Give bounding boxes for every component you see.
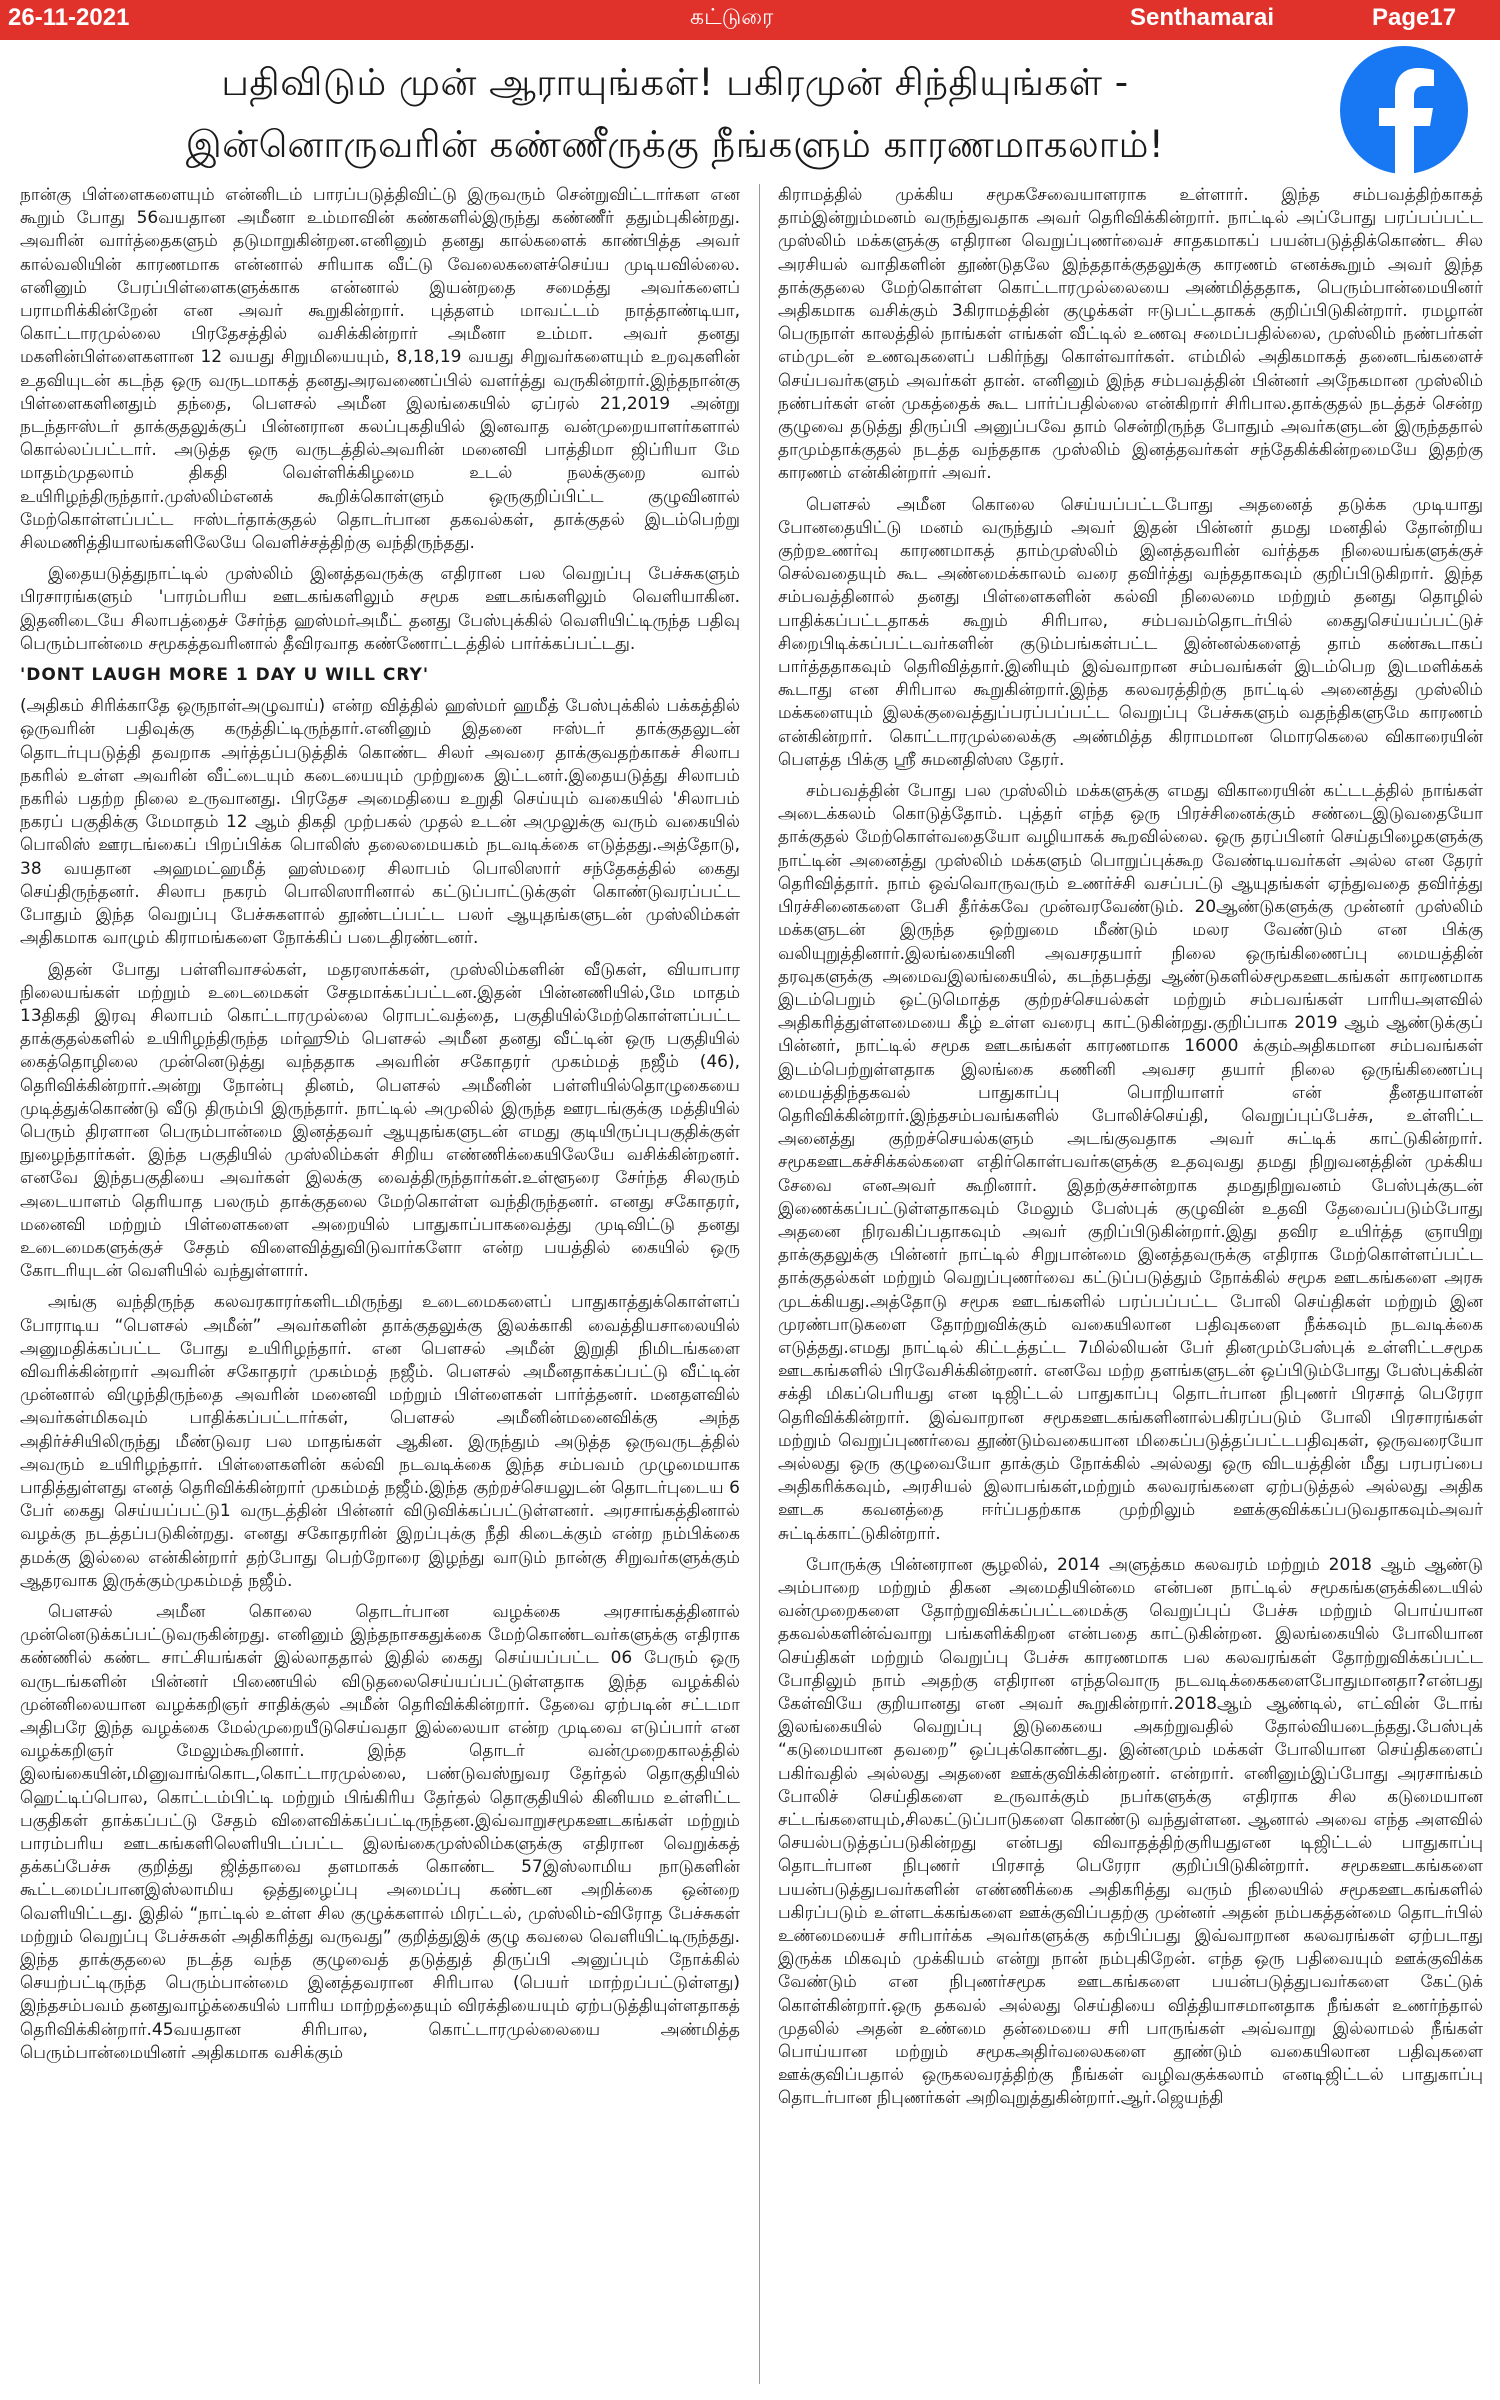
page-header-bar [0,0,1500,40]
paragraph: இதன் போது பள்ளிவாசல்கள், மதரஸாக்கள், முஸ்லிம்களின் வீடுகள், வியாபார நிலையங்கள் மற்றும் உடைமைகள் சேதமாக்கப்பட்டன.இதன் பின்னணியில்,மே மாதம் 13திகதி இரவு சிலாபம் கொட்டாரமுல்லை ரொபட்வத்தை, பகுதியில்மேற்கொள்ளப்பட்ட தாக்குதல்களில் உயிரிழந்திருந்த மர்ஹூம் பௌசல் அமீன தனது வீட்டின் ஒரு பகுதியில் கைத்தொழிலை முன்னெடுத்து வந்ததாக அவரின் சகோதரர் முகம்மத் நஜீம் (46), தெரிவிக்கின்றார்.அன்று நோன்பு தினம், பௌசல் அமீனின் பள்ளியில்தொழுகையை முடித்துக்கொண்டு வீடு திரும்பி இருந்தார். நாட்டில் அமுலில் இருந்த ஊரடங்குக்கு மத்தியில் பெரும் திரளான பெரும்பான்மை இனத்தவர் ஆயுதங்களுடன் எமது குடியிருப்புபகுதிக்குள் நுழைந்தார்கள். இந்த பகுதியில் முஸ்லிம்கள் சிறிய எண்ணிக்கையிலேயே வசிக்கின்றனர். எனவே இந்தபகுதியை அவர்கள் இலக்கு வைத்திருந்தார்கள்.உள்ளூரை சேர்ந்த சிலரும் அடையாளம் தெரியாத பலரும் தாக்குதலை மேற்கொள்ள வந்திருந்தனர். எனது சகோதரர், மனைவி மற்றும் பிள்ளைகளை அறையில் பாதுகாப்பாகவைத்து முடிவிட்டு தனது உடைமைகளுக்குச் சேதம் விளைவித்துவிடுவார்களோ என்ற பயத்தில் கையில் ஒரு கோடரியுடன் வெளியில் வந்துள்ளார். [20,959,740,1282]
facebook-logo-icon [1340,46,1468,174]
paragraph: பௌசல் அமீன கொலை தொடர்பான வழக்கை அரசாங்கத்தினால் முன்னெடுக்கப்பட்டுவருகின்றது. எனினும் இந்தநாசகதுக்கை மேற்கொண்டவர்களுக்கு எதிராக கண்ணில் கண்ட சாட்சியங்கள் இல்லாததால் இதில் கைது செய்யப்பட்ட 06 பேரும் ஒரு வருடங்களின் பின்னர் பிணையில் விடுதலைசெய்யப்பட்டுள்ளதாக இந்த வழக்கில் முன்னிலையான வழக்கறிஞர் சாதிக்குல் அமீன் தெரிவிக்கின்றார். தேவை ஏற்படின் சட்டமா அதிபரே இந்த வழக்கை மேல்முறையீடுசெய்வதா இல்லையா என்ற முடிவை எடுப்பார் என வழக்கறிஞர் மேலும்கூறினார். இந்த தொடர் வன்முறைகாலத்தில் இலங்கையின்,மினுவாங்கொட,கொட்டாரமுல்லை, பண்டுவஸ்நுவர தேர்தல் தொகுதியில் ஹெட்டிப்பொல, கொட்டம்பிட்டி மற்றும் பிங்கிரிய தேர்தல் தொகுதியில் கினியம உள்ளிட்ட பகுதிகள் தாக்கப்பட்டு சேதம் விளைவிக்கப்பட்டிருந்தன.இவ்வாறுசமூகஊடகங்கள் மற்றும் பாரம்பரிய ஊடகங்களிலெளியிடப்பட்ட இலங்கைமுஸ்லிம்களுக்கு எதிரான வெறுக்கத் தக்கப்பேச்சு குறித்து ஜித்தாவை தளமாகக் கொண்ட 57இஸ்லாமிய நாடுகளின் கூட்டமைப்பானஇஸ்லாமிய ஒத்துழைப்பு அமைப்பு கண்டன அறிக்கை ஒன்றை வெளியிட்டது. இதில் “நாட்டில் உள்ள சில குழுக்களால் மிரட்டல், முஸ்லிம்-விரோத பேச்சுகள் மற்றும் வெறுப்பு பேச்சுகள் அதிகரித்து வருவது” குறித்துஇக் குழு கவலை வெளியிட்டிருந்தது. இந்த தாக்குதலை நடத்த வந்த குழுவைத் தடுத்துத் திருப்பி அனுப்பும் நோக்கில் செயற்பட்டிருந்த பெரும்பான்மை இனத்தவரான சிரிபால (பெயர் மாற்றப்பட்டுள்ளது) இந்தசம்பவம் தனதுவாழ்க்கையில் பாரிய மாற்றத்தையும் விரக்தியையும் ஏற்படுத்தியுள்ளதாகத் தெரிவிக்கின்றார்.45வயதான சிரிபால, கொட்டாரமுல்லையை அண்மித்த பெரும்பான்மையினர் அதிகமாக வசிக்கும் [20,1601,740,2063]
paragraph: (அதிகம் சிரிக்காதே ஒருநாள்அழுவாய்) என்ற வித்தில் ஹஸ்மர் ஹமீத் பேஸ்புக்கில் பக்கத்தில் ஒருவரின் பதிவுக்கு கருத்திட்டிருந்தார்.எனினும் இதனை ஈஸ்டர் தாக்குதலுடன் தொடர்புபடுத்தி தவறாக அர்த்தப்படுத்திக் கொண்ட சிலர் அவரை தாக்குவதற்காகச் சிலாப நகரில் உள்ள அவரின் வீட்டையும் கடையையும் முற்றுகை இட்டனர்.இதையடுத்து சிலாபம் நகரில் பதற்ற நிலை உருவானது. பிரதேச அமைதியை உறுதி செய்யும் வகையில் 'சிலாபம் நகரப் பகுதிக்கு மேமாதம் 12 ஆம் திகதி முற்பகல் முதல் உடன் அமுலுக்கு வரும் வகையில் பொலிஸ் ஊரடங்கைப் பிறப்பிக்க பொலிஸ் தலைமையகம் நடவடிக்கை எடுத்தது.அத்தோடு, 38 வயதான அஹமட்ஹமீத் ஹஸ்மரை சிலாபம் பொலிஸார் சந்தேகத்தில் கைது செய்திருந்தனர். சிலாப நகரம் பொலிஸாரினால் கட்டுப்பாட்டுக்குள் கொண்டுவரப்பட்ட போதும் இந்த வெறுப்பு பேச்சுகளால் தூண்டப்பட்ட பலர் ஆயுதங்களுடன் முஸ்லிம்கள் அதிகமாக வாழும் கிராமங்களை நோக்கிப் படைதிரண்டனர். [20,696,740,949]
paragraph: போருக்கு பின்னரான சூழலில், 2014 அளுத்கம கலவரம் மற்றும் 2018 ஆம் ஆண்டு அம்பாறை மற்றும் திகன அமைதியின்மை என்பன நாட்டில் சமூகங்களுக்கிடையில் வன்முறைகளை தோற்றுவிக்கப்பட்டமைக்கு வெறுப்புப் பேச்சு மற்றும் பொய்யான தகவல்களின்வ்வாறு பங்களிக்கிறன என்பதை காட்டுகின்றன. இலங்கையில் போலியான செய்திகள் மற்றும் வெறுப்பு பேச்சு காரணமாக பல கலவரங்கள் தோற்றுவிக்கப்பட்ட போதிலும் நாம் அதற்கு எதிரான எந்தவொரு நடவடிக்கைகளைபோதுமானதா?என்பது கேள்வியே குறியானது என அவர் கூறுகின்றார்.2018ஆம் ஆண்டில், எட்வின் டோங் இலங்கையில் வெறுப்பு இடுகையை அகற்றுவதில் தோல்வியடைந்தது.பேஸ்புக் “கடுமையான தவறை” ஒப்புக்கொண்டது. இன்னமும் மக்கள் போலியான செய்திகளைப் பகிர்வதில் அல்லது அதனை ஊக்குவிக்கின்றனர். என்றார். எனினும்இப்போது அரசாங்கம் போலிச் செய்திகளை உருவாக்கும் நபர்களுக்கு எதிராக சில கடுமையான சட்டங்களையும்,சிலகட்டுப்பாடுகளை கொண்டு வந்துள்ளன. ஆனால் அவை எந்த அளவில் செயல்படுத்தப்படுகின்றது என்பது விவாதத்திற்குரியதுஎன டிஜிட்டல் பாதுகாப்பு தொடர்பான நிபுணர் பிரசாத் பெரேரா குறிப்பிடுகின்றார். சமூகஊடகங்களை பயன்படுத்துபவர்களின் எண்ணிக்கை அதிகரித்து வரும் நிலையில் சமூகஊடகங்களில் பகிரப்படும் உள்ளடக்கங்களை ஊக்குவிப்பதற்கு முன்னர் அதன் நம்பகத்தன்மை தொடர்பில் உண்மையைச் சரிபார்க்க அவர்களுக்கு கற்பிப்பது இவ்வாறான கலவரங்கள் ஏற்படாது இருக்க மிகவும் முக்கியம் என்று நான் நம்புகிறேன். எந்த ஒரு பதிவையும் ஊக்குவிக்க வேண்டும் என நிபுணர்சமூக ஊடகங்களை பயன்படுத்துபவர்களை கேட்டுக் கொள்கின்றார்.ஒரு தகவல் அல்லது செய்தியை வித்தியாசமானதாக நீங்கள் உணர்ந்தால் முதலில் அதன் உண்மை தன்மையை சரி பாருங்கள் அவ்வாறு இல்லாமல் நீங்கள் பொய்யான மற்றும் சமூகஅதிர்வலைகளை தூண்டும் வகையிலான பதிவுகளை ஊக்குவிப்பதால் ஒருகலவரத்திற்கு நீங்கள் வழிவகுக்கலாம் எனடிஜிட்டல் பாதுகாப்பு தொடர்பான நிபுணர்கள் அறிவுறுத்துகின்றார்.ஆர்.ஜெயந்தி [778,1554,1483,2109]
column-divider [759,184,760,2384]
paragraph: பௌசல் அமீன கொலை செய்யப்பட்டபோது அதனைத் தடுக்க முடியாது போனதையிட்டு மனம் வருந்தும் அவர் இதன் பின்னர் தமது மனதில் தோன்றிய குற்றஉணர்வு காரணமாகத் தாம்முஸ்லிம் இனத்தவரின் வர்த்தக நிலையங்களுக்குச் செல்வதையும் கூட அண்மைக்காலம் வரை தவிர்த்து வந்ததாகவும் குறிப்பிடுகிறார். இந்த சம்பவத்தினால் தனது பிள்ளைகளின் கல்வி நிலைமை மற்றும் தனது தொழில் பாதிக்கப்பட்டதாகக் கூறும் சிரிபால, சம்பவம்தொடர்பில் கைதுசெய்யப்பட்டுச் சிறைபிடிக்கப்பட்டவர்களின் குடும்பங்கள்பட்ட இன்னல்களைத் தாம் கண்கூடாகப் பார்த்ததாகவும் தெரிவித்தார்.இனியும் இவ்வாறான சம்பவங்கள் இடம்பெற இடமளிக்கக் கூடாது என சிரிபால கூறுகின்றார்.இந்த கலவரத்திற்கு நாட்டில் அனைத்து முஸ்லிம் மக்களையும் இலக்குவைத்துப்பரப்பப்பட்ட வெறுப்பு பேச்சுகளும் வதந்திகளுமே காரணம் என்கின்றார். கொட்டாரமுல்லைக்கு அண்மித்த கிராமமான மொரகெலை விகாரையின் பௌத்த பிக்கு ஸ்ரீ சுமனதிஸ்ஸ தேரர். [778,494,1483,770]
article-column-left [20,184,740,2389]
section-label: கட்டுரை [690,4,774,29]
headline-line-2: இன்னொருவரின் கண்ணீருக்கு நீங்களும் காரணமாகலாம்! [185,123,1165,166]
paragraph: நான்கு பிள்ளைகளையும் என்னிடம் பாரப்படுத்திவிட்டு இருவரும் சென்றுவிட்டார்கள என கூறும் போது 56வயதான அமீனா உம்மாவின் கண்களில்இருந்து கண்ணீர் ததும்புகின்றது. அவரின் வார்த்தைகளும் தடுமாறுகின்றன.எனினும் தனது கால்களைக் காண்பித்த அவர் கால்வலியின் காரணமாக என்னால் சரியாக வீட்டு வேலைகளைச்செய்ய முடியவில்லை. எனினும் பேரப்பிள்ளைகளுக்காக என்னால் இயன்றதை சமைத்து அவர்களைப் பராமரிக்கின்றேன் என அவர் கூறுகின்றார். புத்தளம் மாவட்டம் நாத்தாண்டியா, கொட்டாரமுல்லை பிரதேசத்தில் வசிக்கின்றார் அமீனா உம்மா. அவர் தனது மகளின்பிள்ளைகளான 12 வயது சிறுமியையும், 8,18,19 வயது சிறுவர்களையும் உறவுகளின் உதவியுடன் கடந்த ஒரு வருடமாகத் தனதுஅரவணைப்பில் வளர்த்து வருகின்றார்.இந்தநான்கு பிள்ளைகளினதும் தந்தை, பௌசல் அமீன இலங்கையில் ஏப்ரல் 21,2019 அன்று நடந்தஈஸ்டர் தாக்குதலுக்குப் பின்னரான கலப்புகதியில் இனவாத வன்முறையாளர்களால் கொல்லப்பட்டார். அடுத்த ஒரு வருடத்தில்அவரின் மனைவி பாத்திமா ஜிப்ரியா மே மாதம்முதலாம் திகதி வெள்ளிக்கிழமை உடல் நலக்குறை வால் உயிரிழந்திருந்தார்.முஸ்லிம்எனக் கூறிக்கொள்ளும் ஒருகுறிப்பிட்ட குழுவினால் மேற்கொள்ளப்பட்ட ஈஸ்டர்தாக்குதல் தொடர்பான தகவல்கள், தாக்குதல் இடம்பெற்று சிலமணித்தியாலங்களிலேயே வெளிச்சத்திற்கு வந்திருந்தது. [20,185,740,554]
article-headline [40,52,1310,176]
issue-date: 26-11-2021 [8,4,130,31]
quoted-post: 'DONT LAUGH MORE 1 DAY U WILL CRY' [20,665,430,686]
paragraph: இதையடுத்துநாட்டில் முஸ்லிம் இனத்தவருக்கு எதிரான பல வெறுப்பு பேச்சுகளும் பிரசாரங்களும் 'பாரம்பரிய ஊடகங்களிலும் சமூக ஊடகங்களிலும் வெளியாகின. இதனிடையே சிலாபத்தைச் சேர்ந்த ஹஸ்மர்அமீட் தனது பேஸ்புக்கில் வெளியிட்டிருந்த பதிவு பெரும்பான்மை சமூகத்தவரினால் தீவிரவாத கண்ணோட்டத்தில் பார்க்கப்பட்டது. [20,564,740,654]
paragraph: கிராமத்தில் முக்கிய சமூகசேவையாளராக உள்ளார். இந்த சம்பவத்திற்காகத் தாம்இன்றும்மனம் வருந்துவதாக அவர் தெரிவிக்கின்றார். நாட்டில் அப்போது பரப்பப்பட்ட முஸ்லிம் மக்களுக்கு எதிரான வெறுப்புணர்வைச் சாதகமாகப் பயன்படுத்திக்கொண்ட சில அரசியல் வாதிகளின் தூண்டுதலே இந்ததாக்குதலுக்கு காரணம் எனக்கூறும் அவர் இந்த தாக்குதலை மேற்கொள்ள கொட்டாரமுல்லையை அண்மித்ததாக, பெரும்பான்மையினர் அதிகமாக வசிக்கும் 3கிராமத்தின் குழுக்கள் ஈடுபட்டதாகக் குறிப்பிடுகின்றார். ரமழான் பெருநாள் காலத்தில் நாங்கள் எங்கள் வீட்டில் உணவு சமைப்பதில்லை, முஸ்லிம் நண்பர்கள் எம்முடன் உணவுகளைப் பகிர்ந்து கொள்வார்கள். எம்மில் அதிகமாகத் தனைடங்களைச் செய்பவர்களும் அவர்கள் தான். எனினும் இந்த சம்பவத்தின் பின்னர் அநேகமான முஸ்லிம் நண்பர்கள் என் முகத்தைக் கூட பார்ப்பதில்லை என்கிறார் சிரிபால.தாக்குதல் நடத்தச் சென்ற குழுவை தடுத்து திருப்பி அனுப்பவே தாம் சென்றிருந்த போதும் அவர்களுடன் இருந்ததால் தாமும்தாக்குதல் நடத்த வந்ததாக முஸ்லிம் இனத்தவர்கள் சந்தேகிக்கின்றமையே இதற்கு காரணம் என்கின்றார் அவர். [778,185,1483,484]
headline-line-1: பதிவிடும் முன் ஆராயுங்கள்! பகிரமுன் சிந்தியுங்கள் - [221,61,1129,104]
paragraph: சம்பவத்தின் போது பல முஸ்லிம் மக்களுக்கு எமது விகாரையின் கட்டடத்தில் நாங்கள் அடைக்கலம் கொடுத்தோம். புத்தர் எந்த ஒரு பிரச்சினைக்கும் சண்டைஇடுவதையோ தாக்குதல் மேற்கொள்வதையோ வழியாகக் கூறவில்லை. ஒரு தரப்பினர் செய்தபிழைகளுக்கு நாட்டின் அனைத்து முஸ்லிம் மக்களும் பொறுப்புக்கூற வேண்டியவர்கள் அல்ல என தேரர் தெரிவித்தார். நாம் ஒவ்வொருவரும் உணர்ச்சி வசப்பட்டு ஆயுதங்கள் ஏந்துவதை தவிர்த்து பிரச்சினைகளை பேசி தீர்க்கவே முன்வரவேண்டும். 20ஆண்டுகளுக்கு முன்னர் முஸ்லிம் மக்களுடன் இருந்த ஒற்றுமை மீண்டும் மலர வேண்டும் என பிக்கு வலியுறுத்தினார்.இலங்கையினி அவசரதயார் நிலை ஒருங்கிணைப்பு மையத்தின் தரவுகளுக்கு அமைவஇலங்கையில், கடந்தபத்து ஆண்டுகளில்சமூகஊடகங்கள் காரணமாக இடம்பெறும் ஒட்டுமொத்த குற்றச்செயல்கள் மற்றும் சம்பவங்கள் பாரியஅளவில் அதிகரித்துள்ளமையை கீழ் உள்ள வரைபு காட்டுகின்றது.குறிப்பாக 2019 ஆம் ஆண்டுக்குப் பின்னர், நாட்டில் சமூக ஊடகங்கள் காரணமாக 16000 க்கும்அதிகமான சம்பவங்கள் இடம்பெற்றுள்ளதாக இலங்கை கணினி அவசர தயார் நிலை ஒருங்கிணைப்பு மையத்திந்தகவல் பாதுகாப்பு பொறியாளர் என் தீனதயாளன் தெரிவிக்கின்றார்.இந்தசம்பவங்களில் போலிச்செய்தி, வெறுப்புப்பேச்சு, உள்ளிட்ட அனைத்து குற்றச்செயல்களும் அடங்குவதாக அவர் சுட்டிக் காட்டுகின்றார். சமூகஊடகச்சிக்கல்களை எதிர்கொள்பவர்களுக்கு உதவுவது தமது நிறுவனத்தின் முக்கிய சேவை எனஅவர் கூறினார். இதற்குச்சான்றாக தமதுநிறுவனம் பேஸ்புக்குடன் இணைக்கப்பட்டுள்ளதாகவும் மேலும் பேஸ்புக் குழுவின் உதவி தேவைப்படும்போது அதனை நிரவகிப்பதாகவும் அவர் குறிப்பிடுகின்றார்.இது தவிர உயிர்த்த ஞாயிறு தாக்குதலுக்கு பின்னர் நாட்டில் சிறுபான்மை இனத்தவருக்கு எதிராக மேற்கொள்ளப்பட்ட தாக்குதல்கள் மற்றும் வெறுப்புணர்வை கட்டுப்படுத்தும் நோக்கில் சமூக ஊடகங்களை அரசு முடக்கியது.அத்தோடு சமூக ஊடங்களில் பரப்பப்பட்ட போலி செய்திகள் மற்றும் இன முரண்பாடுகளை தோற்றுவிக்கும் வகையிலான பதிவுகளை நீக்கவும் நடவடிக்கை எடுத்தது.எமது நாட்டில் கிட்டத்தட்ட 7மில்லியன் பேர் தினமும்பேஸ்புக் உள்ளிட்டசமூக ஊடகங்களில் பிரவேசிக்கின்றனர். எனவே மற்ற தளங்களுடன் ஒப்பிடும்போது பேஸ்புக்கின் சக்தி மிகப்பெரியது என டிஜிட்டல் பாதுகாப்பு தொடர்பான நிபுணர் பிரசாத் பெரேரா தெரிவிக்கின்றார். இவ்வாறான சமூகஊடகங்களினால்பகிரப்படும் போலி பிரசாரங்கள் மற்றும் வெறுப்புணர்வை தூண்டும்வகையான மிகைப்படுத்தப்பட்டபதிவுகள், ஒருவரையோ அல்லது ஒரு குழுவையோ தாக்கும் நோக்கில் அல்லது ஒரு விடயத்தின் மீது பரபரப்பை அதிகரிக்கவும், அரசியல் இலாபங்கள்,மற்றும் கலவரங்களை ஏற்படுத்தல் அல்லது அதிக ஊடக கவனத்தை ஈர்ப்பதற்காக முற்றிலும் ஊக்குவிக்கப்படுவதாகவும்அவர் சுட்டிக்காட்டுகின்றார். [778,781,1483,1544]
publication-name: Senthamarai [1130,4,1275,31]
paragraph: அங்கு வந்திருந்த கலவரகாரர்களிடமிருந்து உடைமைகளைப் பாதுகாத்துக்கொள்ளப் போராடிய “பௌசல் அமீன்” அவர்களின் தாக்குதலுக்கு இலக்காகி வைத்தியசாலையில் அனுமதிக்கப்பட்ட போது உயிரிழந்தார். என பௌசல் அமீன் இறுதி நிமிடங்களை விவரிக்கின்றார் அவரின் சகோதரர் முகம்மத் நஜீம். பௌசல் அமீனதாக்கப்பட்டு வீட்டின் முன்னால் விழுந்திருந்தை அவரின் மனைவி மற்றும் பிள்ளைகள் பார்த்தனர். மனதளவில் அவர்கள்மிகவும் பாதிக்கப்பட்டார்கள், பௌசல் அமீனின்மனைவிக்கு அந்த அதிர்ச்சியிலிருந்து மீண்டுவர பல மாதங்கள் ஆகின. இருந்தும் அடுத்த ஒருவருடத்தில் அவரும் உயிரிழந்தார். பிள்ளைகளின் கல்வி நடவடிக்கை இந்த சம்பவம் முழுமையாக பாதித்துள்ளது எனத் தெரிவிக்கின்றார் முகம்மத் நஜீம்.இந்த குற்றச்செயலுடன் தொடர்புடைய 6 பேர் கைது செய்யப்பட்டு1 வருடத்தின் பின்னர் விடுவிக்கப்பட்டுள்ளனர். அரசாங்கத்தினால் வழக்கு நடத்தப்படுகின்றது. எனது சகோதரரின் இறப்புக்கு நீதி கிடைக்கும் என்ற நம்பிக்கை தமக்கு இல்லை என்கின்றார் தற்போது பெற்றோரை இழந்து வாடும் நான்கு சிறுவர்களுக்கும் ஆதரவாக இருக்கும்முகம்மத் நஜீம். [20,1292,740,1591]
article-column-right [778,184,1483,2389]
page-number: Page17 [1372,4,1457,31]
